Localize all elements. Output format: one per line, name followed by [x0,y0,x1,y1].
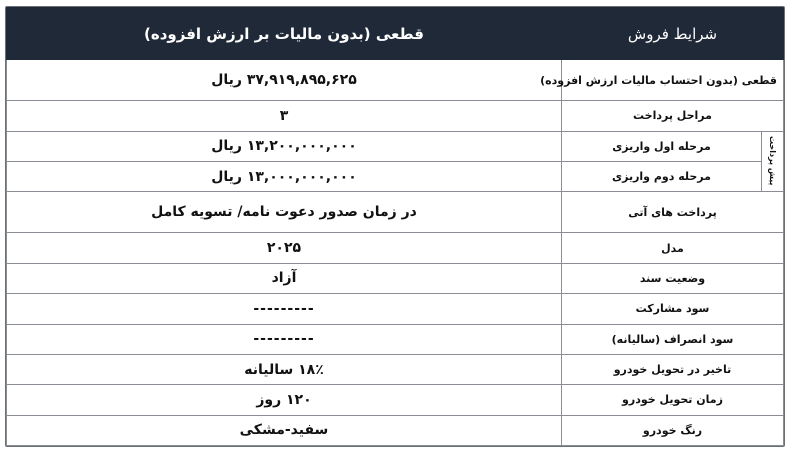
row-value: ۱۲۰ روز [7,385,562,415]
row-label: مرحله اول واریزی [561,131,761,161]
table-row [7,192,784,233]
row-value: سفید-مشکی [7,415,562,445]
table-row [7,324,784,354]
table-header-row [7,8,784,60]
row-label: پرداخت های آتی [561,192,783,233]
row-label: سود مشارکت [561,294,783,324]
row-label: سود انصراف (سالیانه) [561,324,783,354]
table-row [7,354,784,384]
table-row [7,233,784,263]
row-label: وضعیت سند [561,263,783,293]
table-row [7,385,784,415]
row-value: ۳ [7,101,562,131]
row-value: ۱۳,۲۰۰,۰۰۰,۰۰۰ ریال [7,131,562,161]
row-label: رنگ خودرو [561,415,783,445]
row-value: آزاد [7,263,562,293]
row-value: ۱۸٪ سالیانه [7,354,562,384]
table-row [7,161,784,191]
table-row [7,294,784,324]
row-label: مدل [561,233,783,263]
row-value: در زمان صدور دعوت نامه/ تسویه کامل [7,192,562,233]
row-value: --------- [7,324,562,354]
row-label: تاخیر در تحویل خودرو [561,354,783,384]
row-label: زمان تحویل خودرو [561,385,783,415]
row-value: ۳۷,۹۱۹,۸۹۵,۶۲۵ ریال [7,60,562,101]
row-label: قطعی (بدون احتساب مالیات ارزش افزوده) [561,60,783,101]
sales-terms-table-frame [5,6,785,447]
row-label: مراحل پرداخت [561,101,783,131]
sales-terms-table [6,7,784,446]
row-value: ۲۰۲۵ [7,233,562,263]
table-row [7,263,784,293]
table-row [7,131,784,161]
table-row [7,60,784,101]
prepayment-group-label: پیش پرداخت [762,131,784,192]
row-label: مرحله دوم واریزی [561,161,761,191]
row-value: ۱۳,۰۰۰,۰۰۰,۰۰۰ ریال [7,161,562,191]
table-row [7,101,784,131]
header-value-column: قطعی (بدون مالیات بر ارزش افزوده) [7,8,562,60]
table-row [7,415,784,445]
row-value: --------- [7,294,562,324]
header-label-column: شرایط فروش [561,8,783,60]
